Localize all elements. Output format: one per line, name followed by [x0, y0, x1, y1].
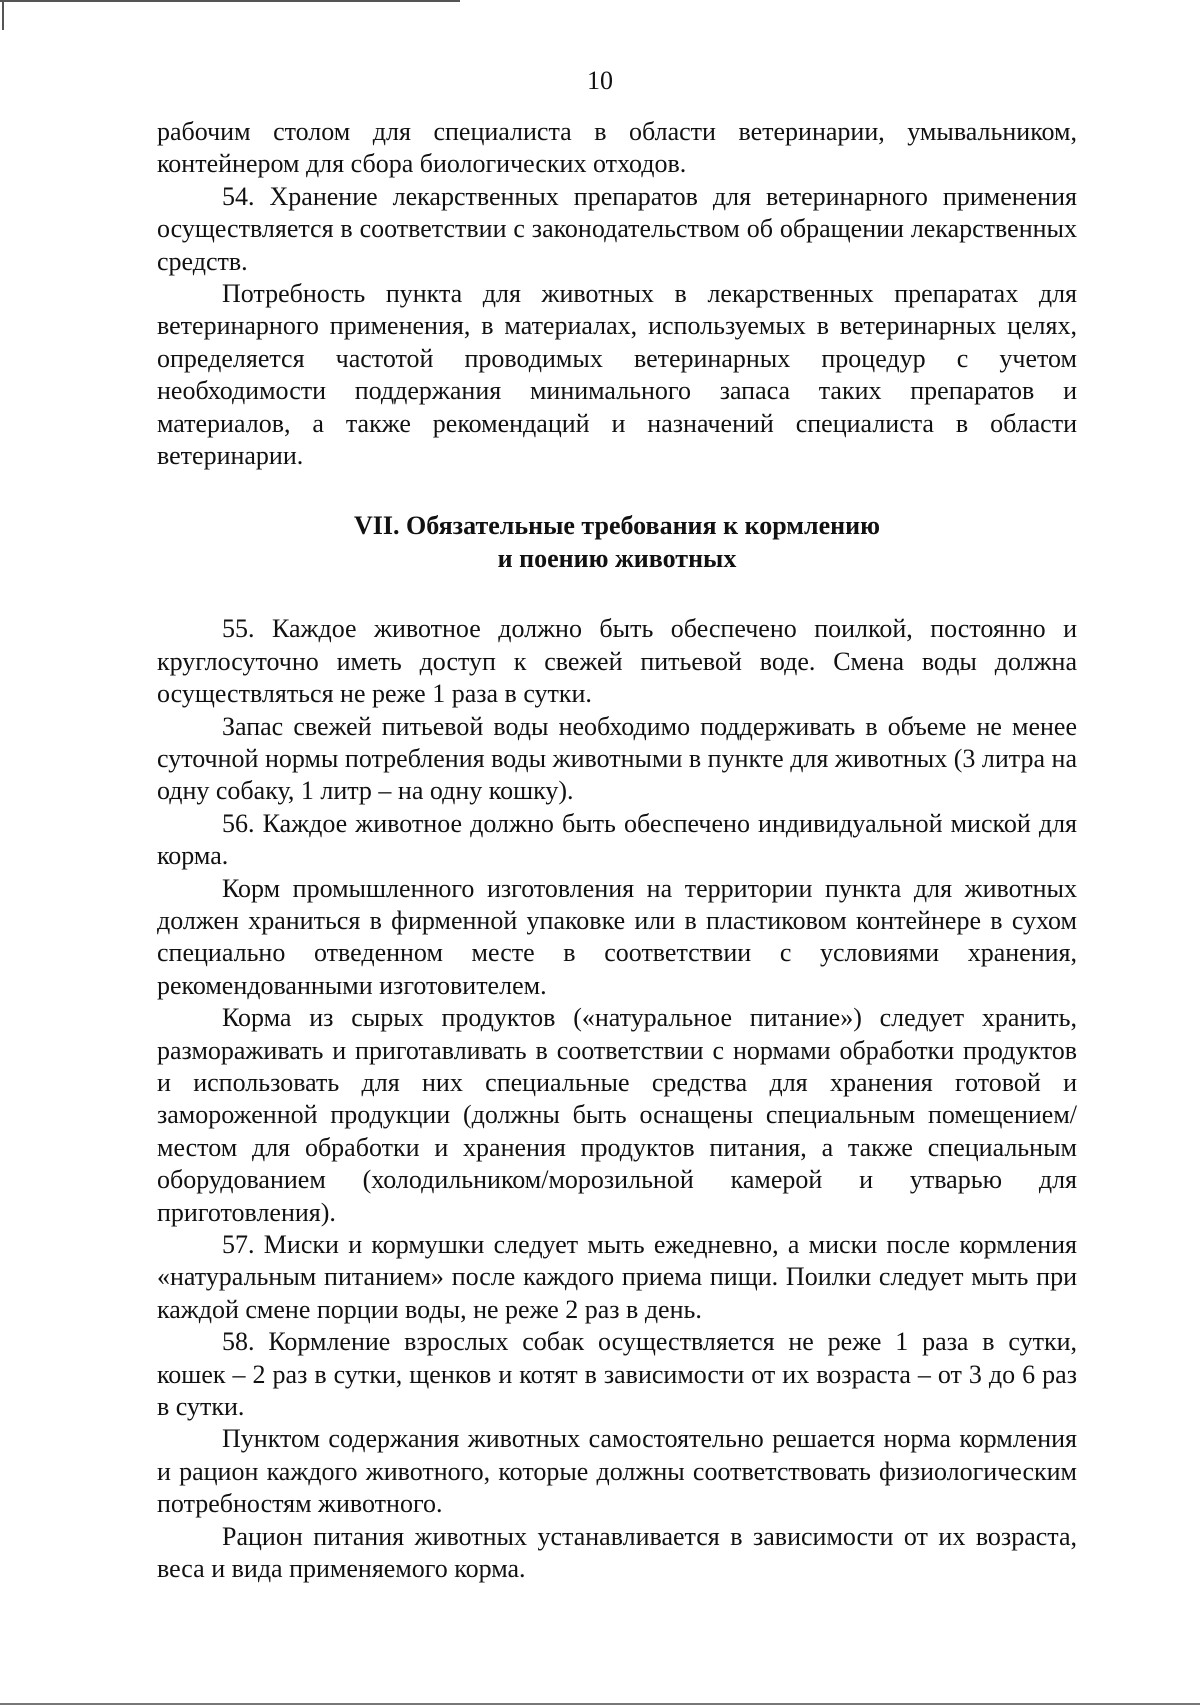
paragraph-raw-feed: Корма из сырых продуктов («натуральное питание») следует хранить, размораживать и приготавливать в соответствии с нормами обработки продуктов и использовать для них специальные средства для хранения готовой и замороженной продукции (должны быть оснащены специальным помещением/местом для обработки и хранения продуктов питания, а также специальным оборудованием (холодильником/морозильной камерой и утварью для приготовления).	[157, 1003, 1077, 1227]
paragraph-continuation: рабочим столом для специалиста в области ветеринарии, умывальником, контейнером для сбора биологических отходов.	[157, 117, 1077, 179]
section-heading	[157, 510, 1077, 575]
paragraph-55: 55. Каждое животное должно быть обеспечено поилкой, постоянно и круглосуточно иметь доступ к свежей питьевой воде. Смена воды должна осуществляться не реже 1 раза в сутки.	[157, 614, 1077, 709]
paragraph-feeding-norm: Пунктом содержания животных самостоятельно решается норма кормления и рацион каждого животного, которые должны соответствовать физиологическим потребностям животного.	[157, 1424, 1077, 1519]
section-heading-line-1: VII. Обязательные требования к кормлению	[354, 511, 880, 541]
paragraph-diet: Рацион питания животных устанавливается в зависимости от их возраста, веса и вида применяемого корма.	[157, 1521, 1077, 1584]
page-number: 10	[587, 66, 613, 95]
scan-edge-left	[2, 0, 4, 30]
scan-edge-top	[0, 0, 460, 2]
document-body	[157, 116, 1077, 1585]
paragraph-water-supply: Запас свежей питьевой воды необходимо поддерживать в объеме не менее суточной нормы потребления воды животными в пункте для животных (3 литра на одну собаку, 1 литр – на одну кошку).	[157, 711, 1077, 806]
section-heading-line-2: и поению животных	[497, 543, 737, 573]
paragraph-58: 58. Кормление взрослых собак осуществляется не реже 1 раза в сутки, кошек – 2 раз в сутки, щенков и котят в зависимости от их возраста – от 3 до 6 раз в сутки.	[157, 1327, 1077, 1422]
paragraph-57: 57. Миски и кормушки следует мыть ежедневно, а миски после кормления «натуральным питанием» после каждого приема пищи. Поилки следует мыть при каждой смене порции воды, не реже 2 раз в день.	[157, 1230, 1077, 1324]
paragraph-56: 56. Каждое животное должно быть обеспечено индивидуальной миской для корма.	[157, 808, 1077, 871]
paragraph-54: 54. Хранение лекарственных препаратов для ветеринарного применения осуществляется в соответствии с законодательством об обращении лекарственных средств.	[157, 181, 1077, 276]
paragraph-industrial-feed: Корм промышленного изготовления на территории пункта для животных должен храниться в фирменной упаковке или в пластиковом контейнере в сухом специально отведенном месте в соответствии с условиями хранения, рекомендованными изготовителем.	[157, 873, 1077, 1000]
paragraph-medicine-needs: Потребность пункта для животных в лекарственных препаратах для ветеринарного применения, в материалах, используемых в ветеринарных целях, определяется частотой проводимых ветеринарных процедур с учетом необходимости поддержания минимального запаса таких препаратов и материалов, а также рекомендаций и назначений специалиста в области ветеринарии.	[157, 279, 1077, 471]
